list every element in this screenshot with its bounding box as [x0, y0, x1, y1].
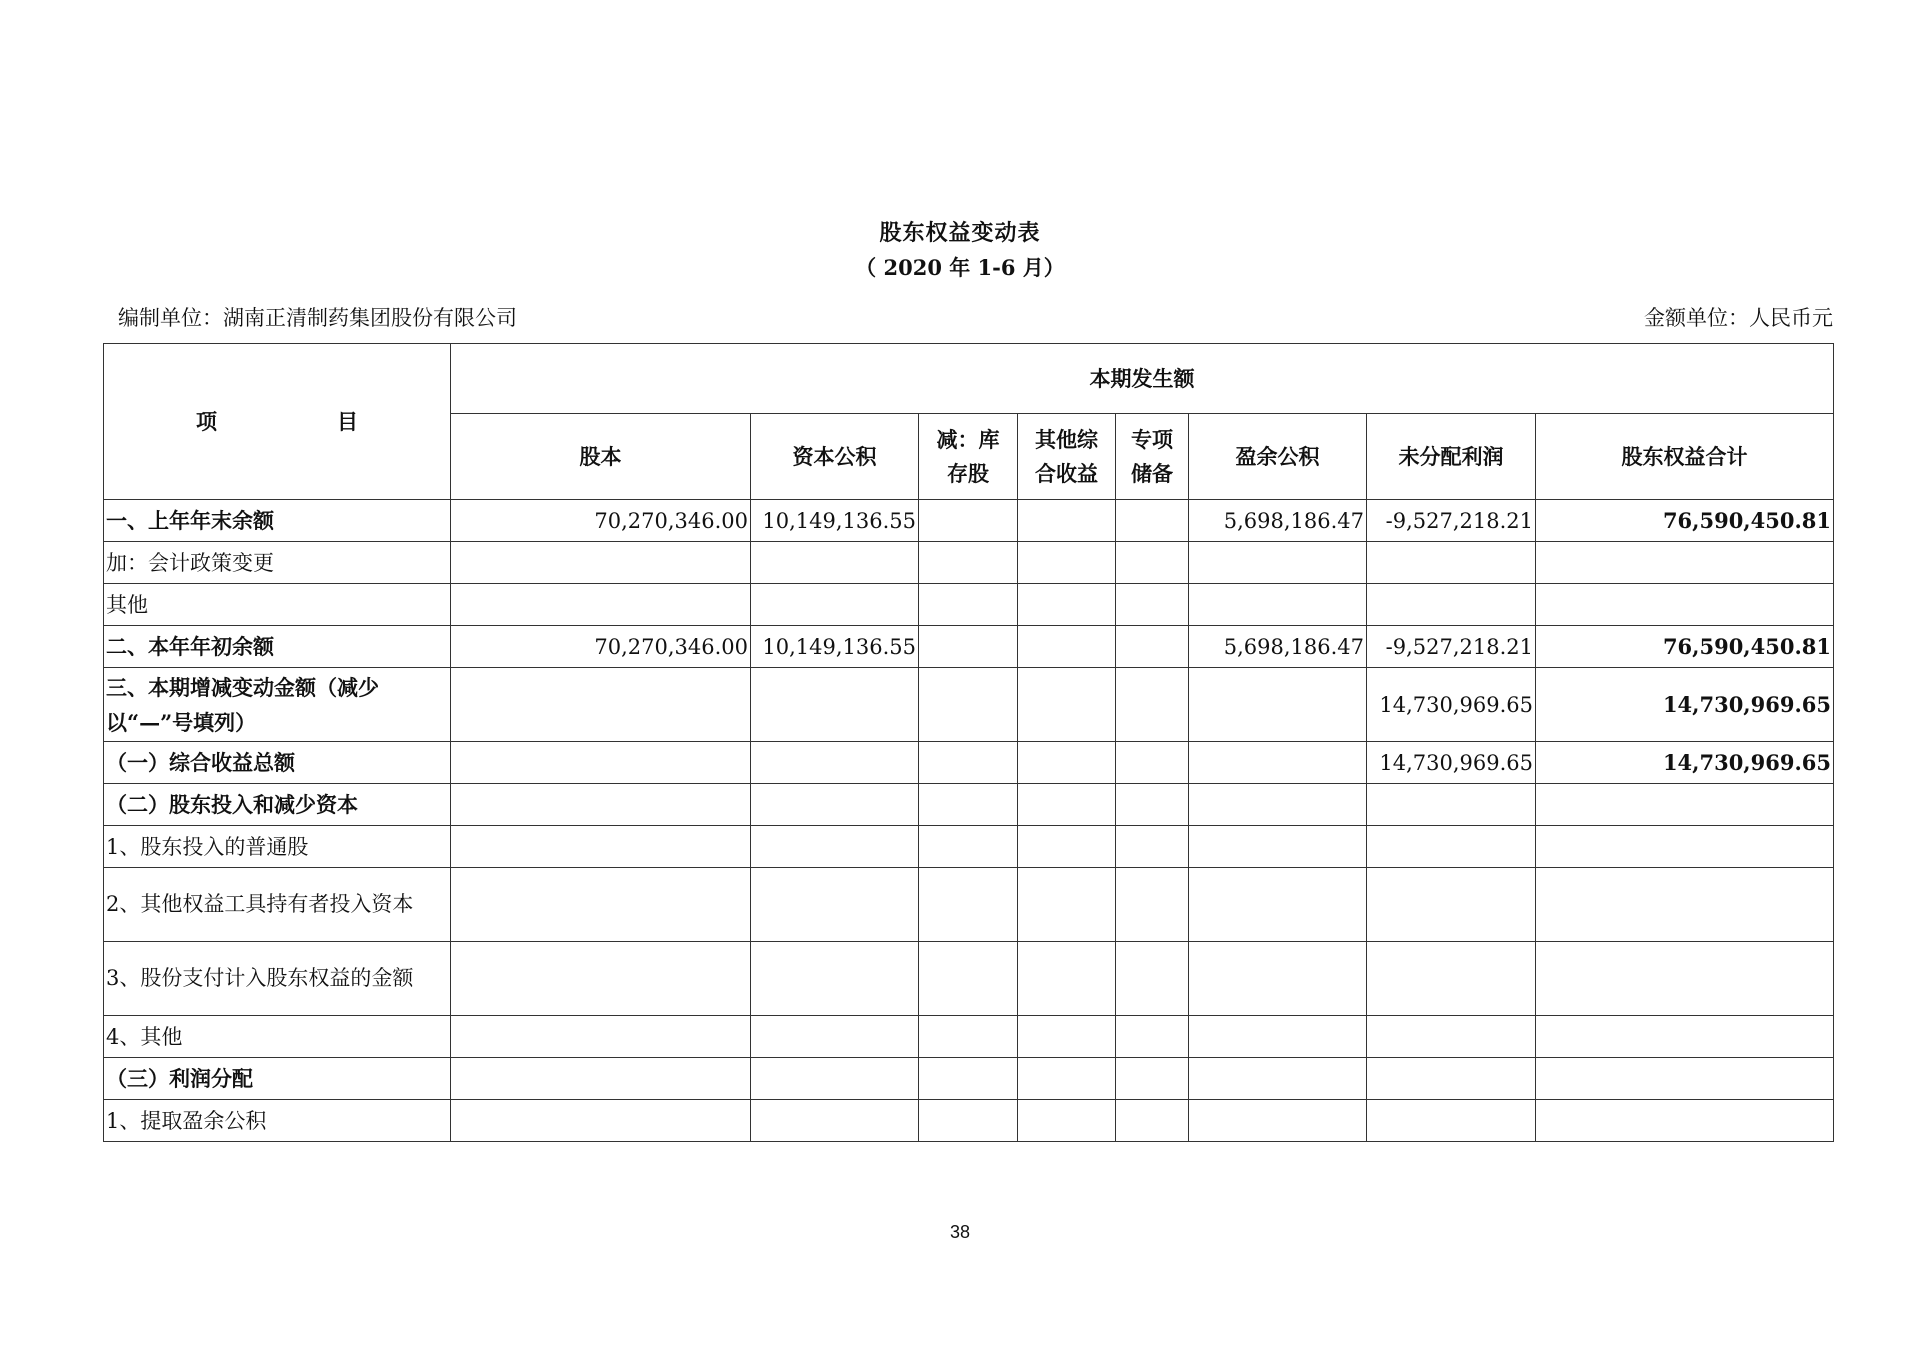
equity-changes-table: [103, 343, 1834, 1142]
table-row: [104, 784, 1834, 826]
cell-treasury-stock: [919, 500, 1018, 542]
table-row: [104, 868, 1834, 942]
cell-surplus-reserve: 5,698,186.47: [1189, 500, 1367, 542]
cell-special-reserve: [1116, 542, 1189, 584]
cell-oci: [1018, 784, 1116, 826]
cell-treasury-stock: [919, 668, 1018, 742]
col-special-reserve: [1116, 414, 1189, 500]
compiling-entity: 编制单位：湖南正清制药集团股份有限公司: [118, 306, 517, 330]
col-special-line-1: 专项: [1131, 426, 1173, 452]
cell-capital-reserve: [751, 784, 919, 826]
cell-surplus-reserve: [1189, 1016, 1367, 1058]
cell-surplus-reserve: [1189, 784, 1367, 826]
cell-special-reserve: [1116, 500, 1189, 542]
row-label: 1、股东投入的普通股: [104, 826, 451, 868]
table-row: [104, 668, 1834, 742]
cell-special-reserve: [1116, 942, 1189, 1016]
cell-surplus-reserve: [1189, 742, 1367, 784]
cell-undistributed: [1367, 942, 1536, 1016]
cell-special-reserve: [1116, 1058, 1189, 1100]
cell-total: 14,730,969.65: [1536, 742, 1834, 784]
cell-undistributed: [1367, 826, 1536, 868]
cell-undistributed: [1367, 584, 1536, 626]
row-label: （一）综合收益总额: [104, 742, 451, 784]
table-row: [104, 626, 1834, 668]
cell-share-capital: [451, 742, 751, 784]
cell-undistributed: [1367, 542, 1536, 584]
cell-share-capital: [451, 542, 751, 584]
cell-total: 76,590,450.81: [1536, 626, 1834, 668]
cell-oci: [1018, 668, 1116, 742]
cell-share-capital: [451, 584, 751, 626]
cell-surplus-reserve: [1189, 1058, 1367, 1100]
col-other-comprehensive-income: [1018, 414, 1116, 500]
col-total-equity: 股东权益合计: [1536, 414, 1834, 500]
row-label: 2、其他权益工具持有者投入资本: [104, 868, 451, 942]
table-row: [104, 584, 1834, 626]
cell-treasury-stock: [919, 742, 1018, 784]
cell-treasury-stock: [919, 1100, 1018, 1142]
table-row: [104, 1058, 1834, 1100]
cell-share-capital: 70,270,346.00: [451, 500, 751, 542]
cell-special-reserve: [1116, 668, 1189, 742]
cell-undistributed: 14,730,969.65: [1367, 742, 1536, 784]
cell-capital-reserve: 10,149,136.55: [751, 626, 919, 668]
col-undistributed-profit: 未分配利润: [1367, 414, 1536, 500]
col-treasury-line-1: 减：库: [936, 426, 1000, 452]
cell-total: [1536, 826, 1834, 868]
cell-undistributed: [1367, 1100, 1536, 1142]
cell-special-reserve: [1116, 784, 1189, 826]
cell-oci: [1018, 942, 1116, 1016]
cell-share-capital: [451, 1100, 751, 1142]
cell-surplus-reserve: 5,698,186.47: [1189, 626, 1367, 668]
cell-share-capital: [451, 784, 751, 826]
row-label: 加：会计政策变更: [104, 542, 451, 584]
col-special-line-2: 储备: [1131, 460, 1173, 486]
cell-share-capital: [451, 1016, 751, 1058]
cell-share-capital: [451, 826, 751, 868]
cell-treasury-stock: [919, 784, 1018, 826]
col-capital-reserve: 资本公积: [751, 414, 919, 500]
table-row: [104, 1100, 1834, 1142]
cell-capital-reserve: [751, 1016, 919, 1058]
cell-special-reserve: [1116, 1100, 1189, 1142]
cell-treasury-stock: [919, 626, 1018, 668]
cell-capital-reserve: [751, 868, 919, 942]
cell-capital-reserve: [751, 1058, 919, 1100]
cell-capital-reserve: [751, 542, 919, 584]
cell-capital-reserve: [751, 668, 919, 742]
cell-undistributed: -9,527,218.21: [1367, 500, 1536, 542]
cell-special-reserve: [1116, 742, 1189, 784]
table-row: [104, 742, 1834, 784]
row-label: （二）股东投入和减少资本: [104, 784, 451, 826]
cell-capital-reserve: [751, 826, 919, 868]
row-label: 一、上年年末余额: [104, 500, 451, 542]
cell-oci: [1018, 542, 1116, 584]
cell-oci: [1018, 1058, 1116, 1100]
cell-treasury-stock: [919, 1058, 1018, 1100]
cell-undistributed: [1367, 784, 1536, 826]
cell-oci: [1018, 500, 1116, 542]
cell-oci: [1018, 826, 1116, 868]
cell-surplus-reserve: [1189, 826, 1367, 868]
cell-surplus-reserve: [1189, 542, 1367, 584]
current-period-header: 本期发生额: [451, 344, 1834, 414]
cell-total: [1536, 1058, 1834, 1100]
row-label: 二、本年年初余额: [104, 626, 451, 668]
col-surplus-reserve: 盈余公积: [1189, 414, 1367, 500]
cell-treasury-stock: [919, 942, 1018, 1016]
cell-special-reserve: [1116, 584, 1189, 626]
col-treasury-stock: [919, 414, 1018, 500]
cell-capital-reserve: [751, 942, 919, 1016]
cell-special-reserve: [1116, 868, 1189, 942]
cell-special-reserve: [1116, 826, 1189, 868]
cell-oci: [1018, 868, 1116, 942]
cell-share-capital: [451, 942, 751, 1016]
row-label: 4、其他: [104, 1016, 451, 1058]
cell-total: 14,730,969.65: [1536, 668, 1834, 742]
cell-surplus-reserve: [1189, 1100, 1367, 1142]
row-label: （三）利润分配: [104, 1058, 451, 1100]
table-row: [104, 542, 1834, 584]
cell-capital-reserve: [751, 742, 919, 784]
cell-total: [1536, 942, 1834, 1016]
cell-oci: [1018, 742, 1116, 784]
cell-share-capital: 70,270,346.00: [451, 626, 751, 668]
cell-undistributed: [1367, 1058, 1536, 1100]
cell-total: 76,590,450.81: [1536, 500, 1834, 542]
cell-oci: [1018, 1100, 1116, 1142]
cell-treasury-stock: [919, 868, 1018, 942]
row-label: 三、本期增减变动金额（减少以“—”号填列）: [104, 668, 451, 742]
cell-total: [1536, 868, 1834, 942]
row-label: 3、股份支付计入股东权益的金额: [104, 942, 451, 1016]
item-column-header: [104, 344, 451, 500]
cell-oci: [1018, 584, 1116, 626]
cell-surplus-reserve: [1189, 868, 1367, 942]
row-label: 其他: [104, 584, 451, 626]
col-treasury-line-2: 存股: [947, 460, 989, 486]
table-row: [104, 500, 1834, 542]
col-oci-line-1: 其他综: [1035, 426, 1098, 452]
cell-oci: [1018, 626, 1116, 668]
table-row: [104, 942, 1834, 1016]
cell-total: [1536, 1016, 1834, 1058]
document-title: 股东权益变动表: [879, 220, 1041, 246]
item-header-char-2: 目: [337, 408, 358, 434]
cell-capital-reserve: [751, 584, 919, 626]
cell-total: [1536, 784, 1834, 826]
cell-surplus-reserve: [1189, 942, 1367, 1016]
cell-special-reserve: [1116, 1016, 1189, 1058]
cell-undistributed: 14,730,969.65: [1367, 668, 1536, 742]
cell-treasury-stock: [919, 584, 1018, 626]
table-row: [104, 826, 1834, 868]
col-oci-line-2: 合收益: [1035, 460, 1098, 486]
table-row: [104, 1016, 1834, 1058]
cell-undistributed: [1367, 868, 1536, 942]
cell-share-capital: [451, 868, 751, 942]
document-period: （ 2020 年 1-6 月）: [855, 255, 1065, 280]
cell-undistributed: -9,527,218.21: [1367, 626, 1536, 668]
cell-treasury-stock: [919, 826, 1018, 868]
cell-treasury-stock: [919, 542, 1018, 584]
cell-capital-reserve: 10,149,136.55: [751, 500, 919, 542]
cell-treasury-stock: [919, 1016, 1018, 1058]
cell-surplus-reserve: [1189, 584, 1367, 626]
row-label: 1、提取盈余公积: [104, 1100, 451, 1142]
cell-oci: [1018, 1016, 1116, 1058]
cell-capital-reserve: [751, 1100, 919, 1142]
cell-share-capital: [451, 1058, 751, 1100]
cell-total: [1536, 1100, 1834, 1142]
page-number: 38: [949, 1222, 971, 1242]
col-share-capital: 股本: [451, 414, 751, 500]
cell-undistributed: [1367, 1016, 1536, 1058]
cell-total: [1536, 584, 1834, 626]
cell-special-reserve: [1116, 626, 1189, 668]
currency-unit: 金额单位：人民币元: [1644, 306, 1833, 330]
item-header-char-1: 项: [196, 408, 217, 434]
cell-share-capital: [451, 668, 751, 742]
cell-surplus-reserve: [1189, 668, 1367, 742]
cell-total: [1536, 542, 1834, 584]
